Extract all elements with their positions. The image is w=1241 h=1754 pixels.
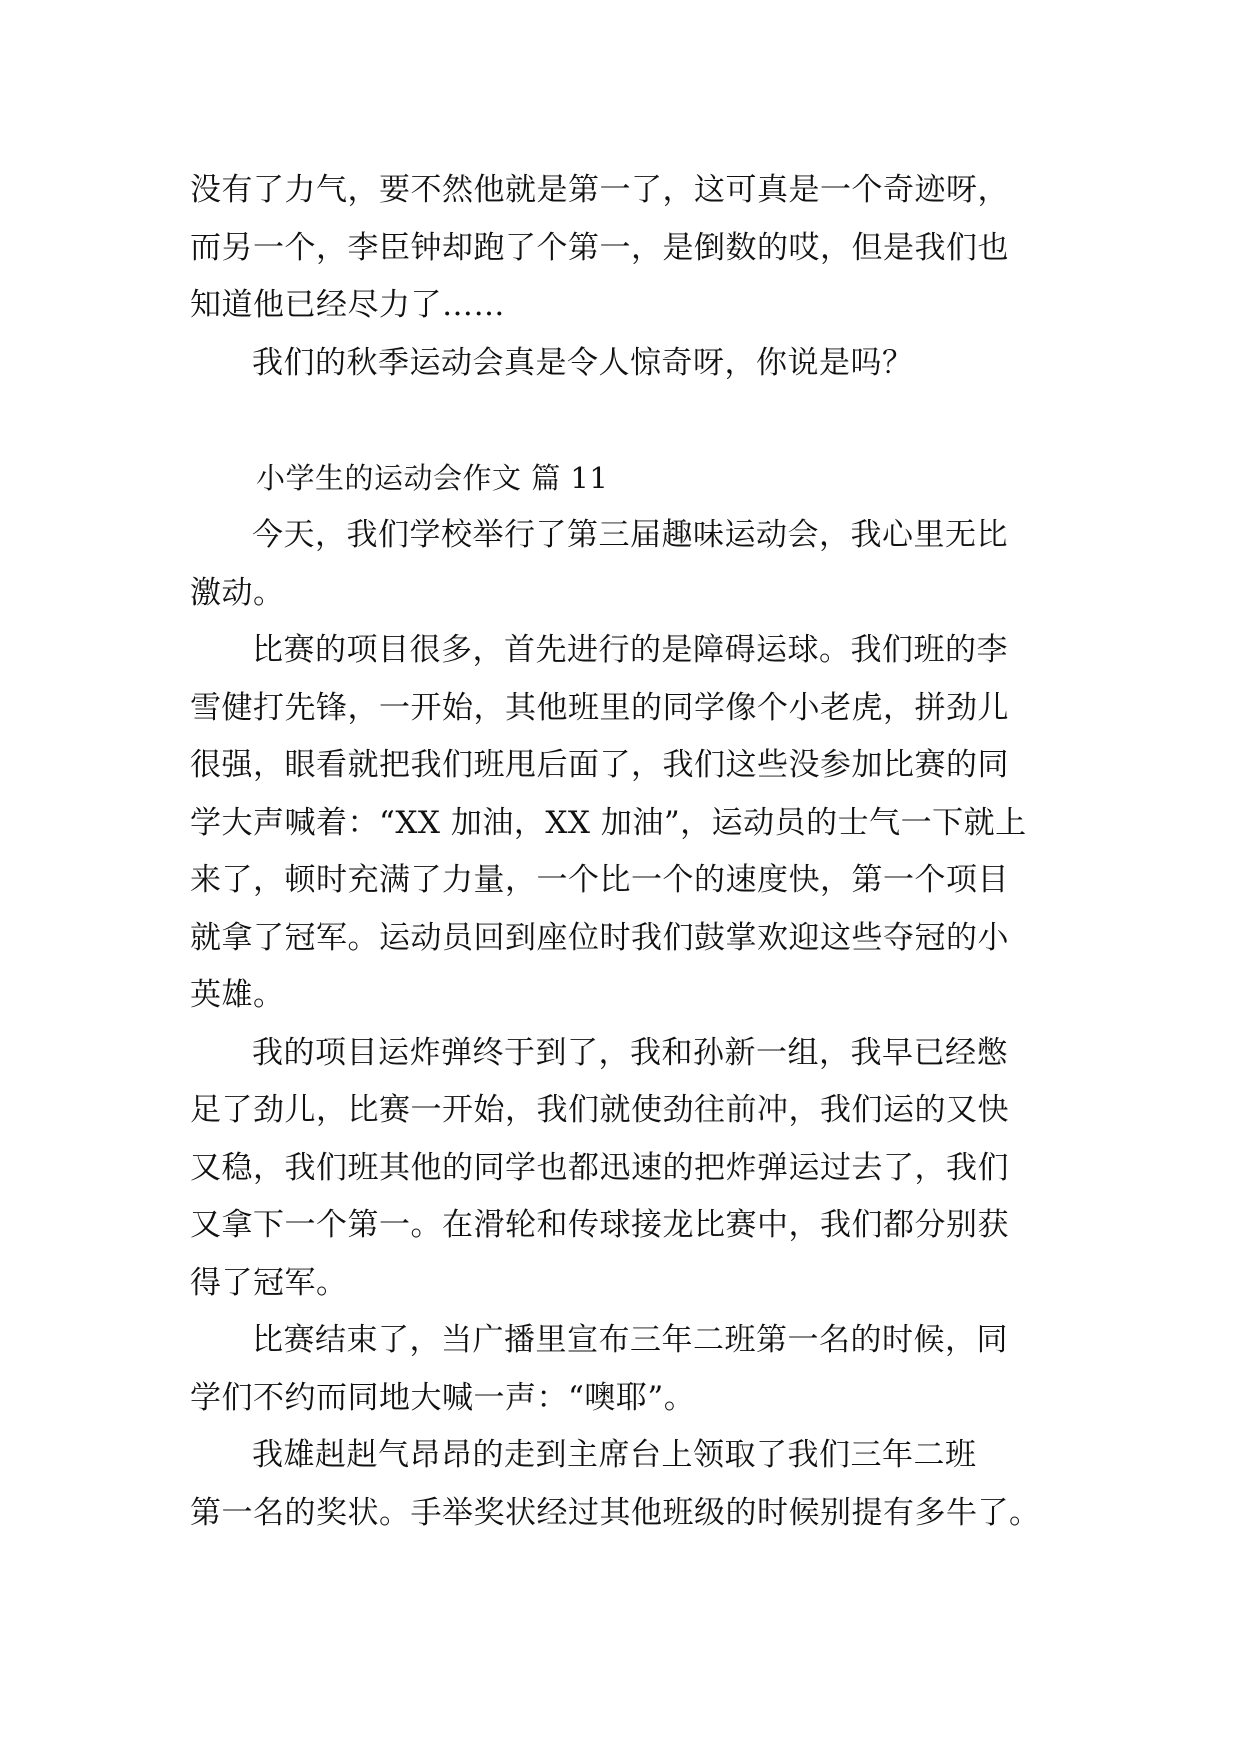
paragraph xyxy=(190,1025,1070,1313)
text-line: 学们不约而同地大喊一声：“噢耶”。 xyxy=(190,1379,696,1416)
paragraph xyxy=(190,507,1070,622)
text-line: 我的项目运炸弹终于到了，我和孙新一组，我早已经憋 xyxy=(252,1034,1008,1071)
text-line: 比赛结束了，当广播里宣布三年二班第一名的时候，同 xyxy=(252,1322,1008,1358)
text-line: 激动。 xyxy=(190,574,285,611)
text-line: 很强，眼看就把我们班甩后面了，我们这些没参加比赛的同 xyxy=(190,747,1009,783)
text-line: 而另一个，李臣钟却跑了个第一，是倒数的哎，但是我们也 xyxy=(190,229,1009,266)
text-line: 又拿下一个第一。在滑轮和传球接龙比赛中，我们都分别获 xyxy=(190,1207,1009,1243)
text-line: 英雄。 xyxy=(190,977,285,1013)
paragraph xyxy=(190,1312,1070,1427)
text-line: 我雄赳赳气昂昂的走到主席台上领取了我们三年二班 xyxy=(252,1437,977,1473)
text-line: 没有了力气，要不然他就是第一了，这可真是一个奇迹呀， xyxy=(190,172,1009,208)
text-line: 雪健打先锋，一开始，其他班里的同学像个小老虎，拼劲儿 xyxy=(190,689,1009,726)
paragraph xyxy=(190,335,1070,393)
text-line: 我们的秋季运动会真是令人惊奇呀，你说是吗？ xyxy=(252,344,914,381)
document-body xyxy=(190,162,1070,1542)
paragraph xyxy=(190,1427,1070,1542)
text-line: 第一名的奖状。手举奖状经过其他班级的时候别提有多牛了。 xyxy=(190,1494,1041,1531)
text-line: 足了劲儿，比赛一开始，我们就使劲往前冲，我们运的又快 xyxy=(190,1092,1009,1128)
text-line: 得了冠军。 xyxy=(190,1264,348,1301)
text-line: 来了，顿时充满了力量，一个比一个的速度快，第一个项目 xyxy=(190,862,1009,898)
paragraph xyxy=(190,622,1070,1025)
text-line: 知道他已经尽力了…… xyxy=(190,287,505,323)
section-heading: 小学生的运动会作文 篇 11 xyxy=(256,460,609,495)
text-line: 又稳，我们班其他的同学也都迅速的把炸弹运过去了，我们 xyxy=(190,1149,1009,1186)
text-line: 今天，我们学校举行了第三届趣味运动会，我心里无比 xyxy=(252,517,1008,553)
paragraph xyxy=(190,162,1070,335)
text-line: 学大声喊着：“XX 加油，XX 加油”，运动员的士气一下就上 xyxy=(190,804,1027,841)
text-line: 就拿了冠军。运动员回到座位时我们鼓掌欢迎这些夺冠的小 xyxy=(190,919,1009,956)
text-line: 比赛的项目很多，首先进行的是障碍运球。我们班的李 xyxy=(252,632,1008,668)
